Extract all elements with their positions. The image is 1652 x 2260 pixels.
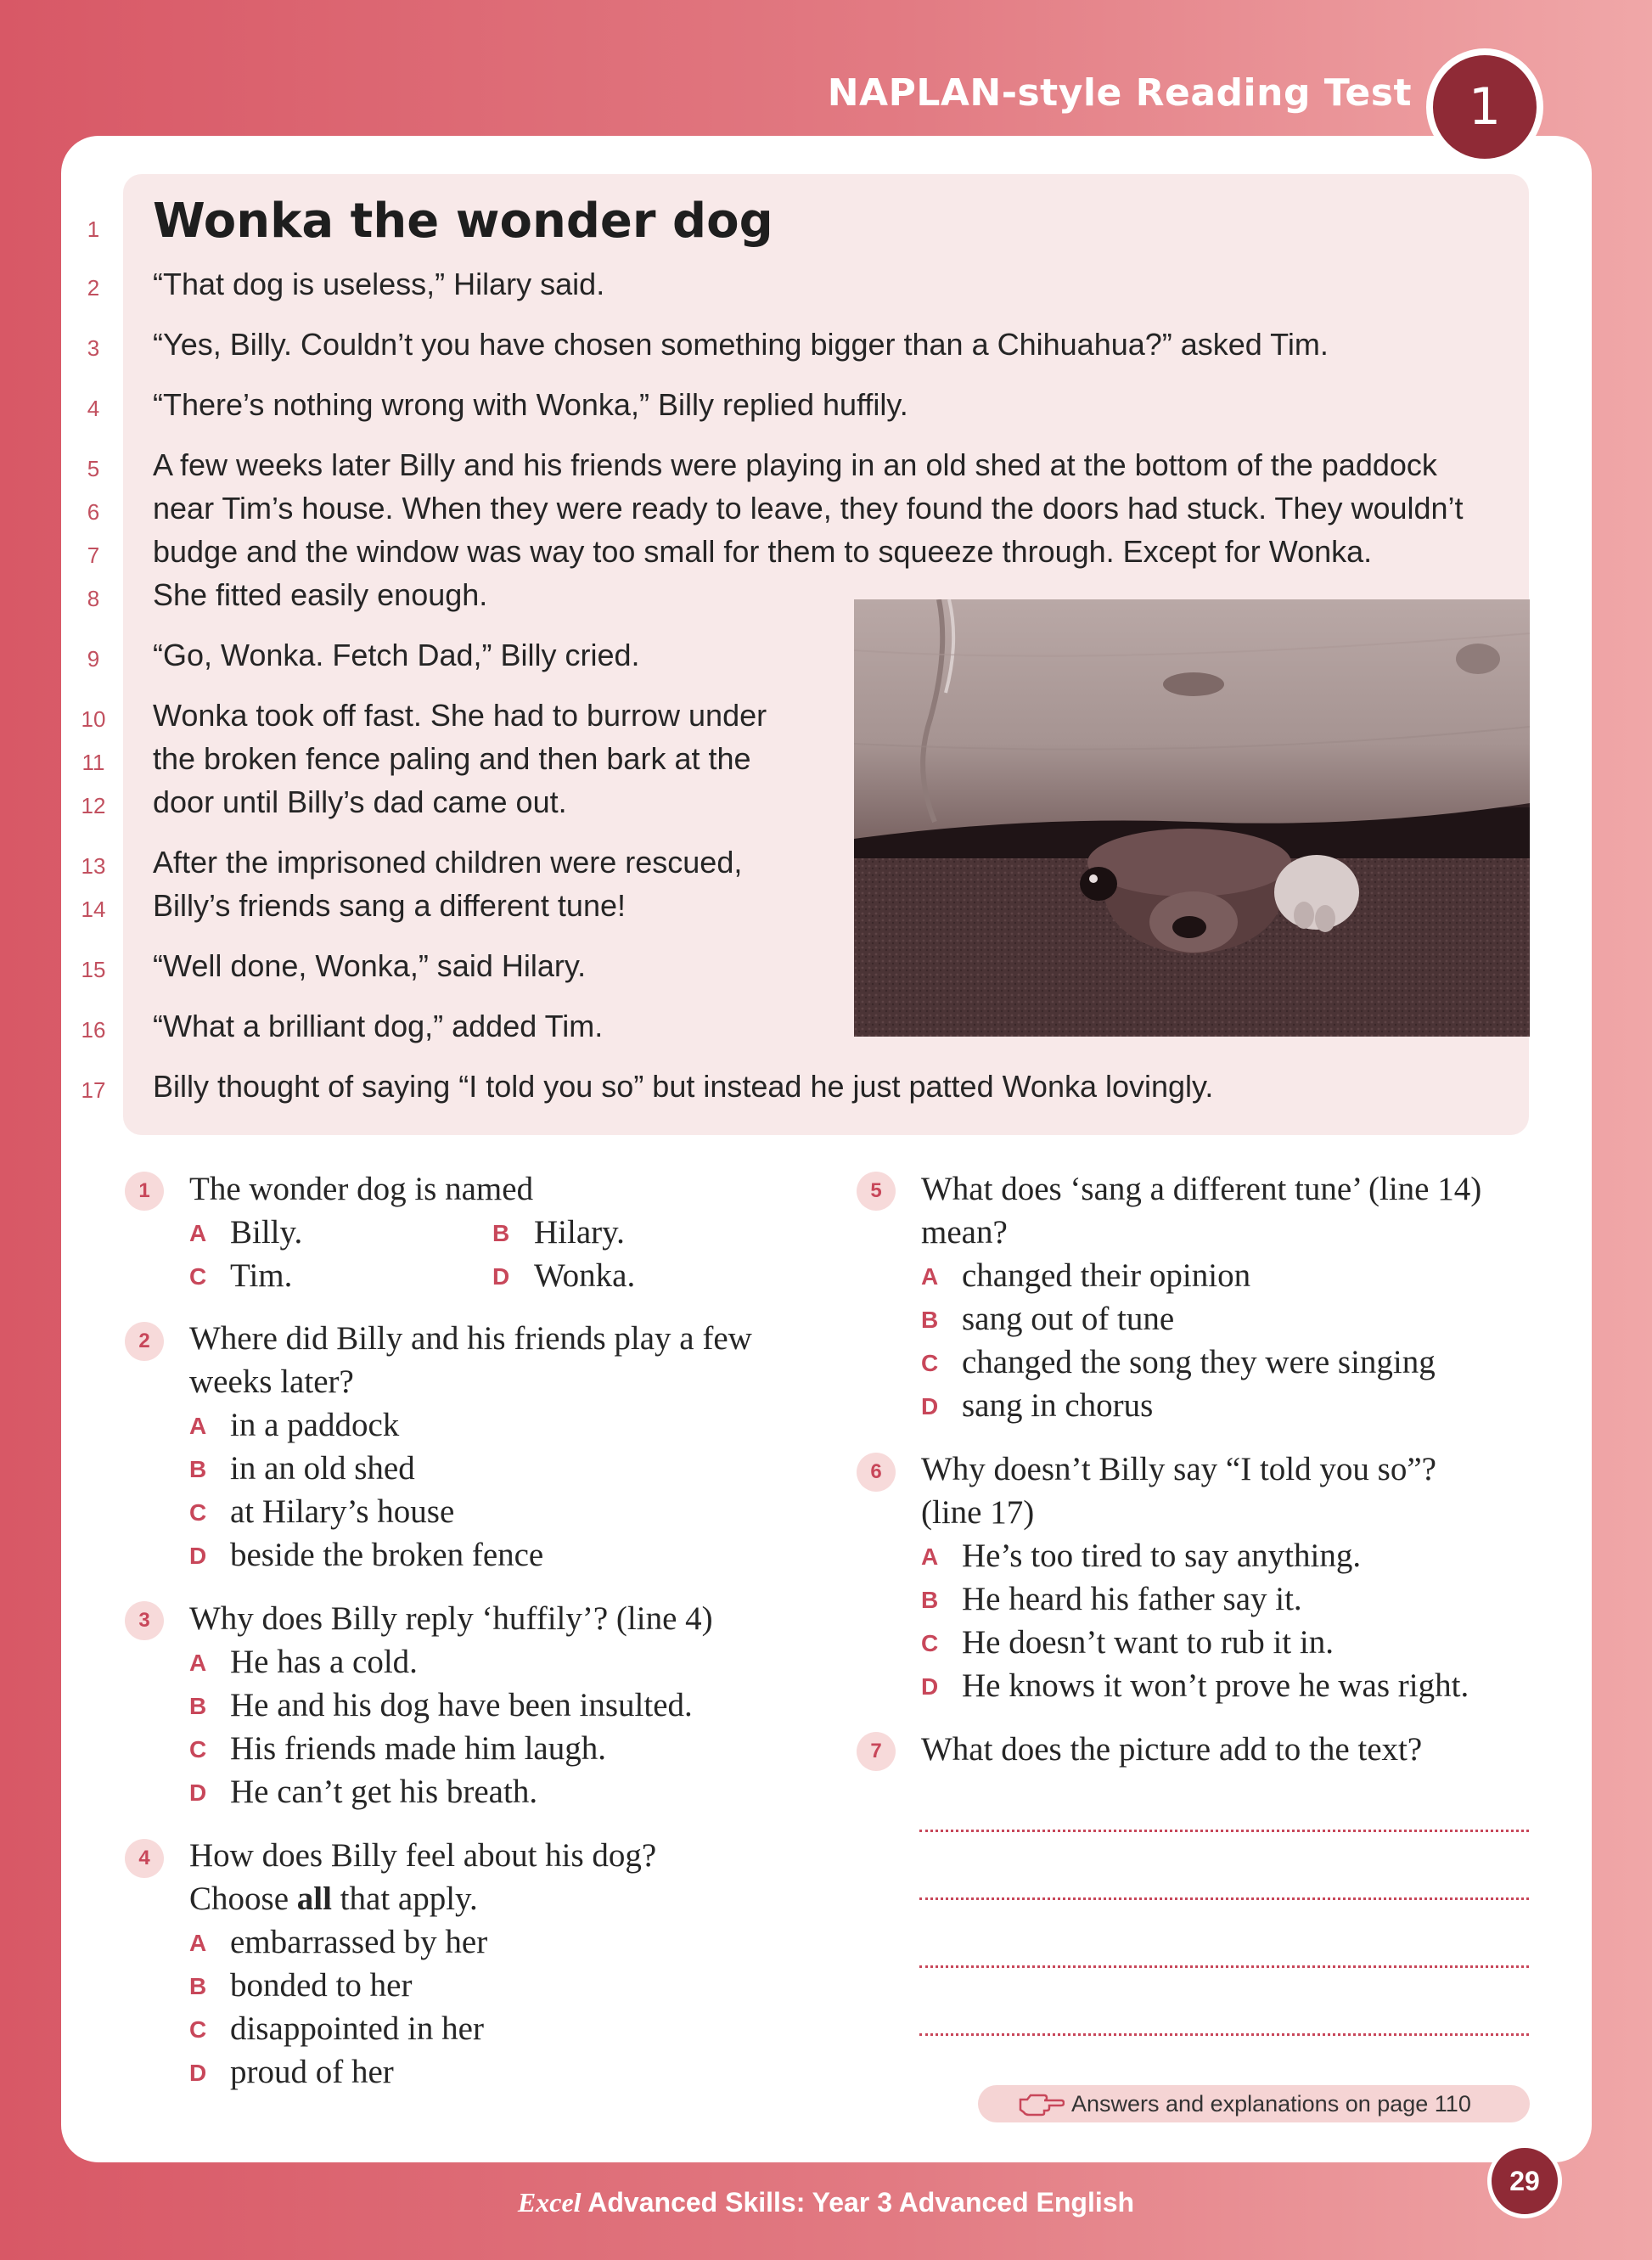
option-letter[interactable]: A	[921, 1543, 939, 1570]
answer-writing-line[interactable]	[919, 1965, 1529, 1968]
line-number: 13	[81, 853, 106, 879]
option-letter[interactable]: D	[189, 2060, 207, 2086]
answer-option[interactable]: Billy.	[230, 1214, 303, 1251]
answer-option[interactable]: changed the song they were singing	[962, 1344, 1436, 1380]
choose-bold: all	[296, 1881, 332, 1917]
option-letter[interactable]: C	[189, 2016, 207, 2043]
answer-option[interactable]: He and his dog have been insulted.	[230, 1687, 693, 1723]
answer-option[interactable]: He knows it won’t prove he was right.	[962, 1667, 1469, 1704]
passage-line: “There’s nothing wrong with Wonka,” Billy replied huffily.	[153, 387, 908, 422]
option-letter[interactable]: C	[189, 1736, 207, 1762]
footer	[0, 2187, 1652, 2218]
line-number: 3	[87, 335, 100, 361]
answer-option[interactable]: sang out of tune	[962, 1301, 1175, 1337]
question-number: 6	[857, 1453, 896, 1492]
choose-pre: Choose	[189, 1881, 297, 1917]
answer-option[interactable]: sang in chorus	[962, 1387, 1154, 1424]
passage-line: near Tim’s house. When they were ready to leave, they found the doors had stuck. They wouldn’t	[153, 491, 1464, 526]
question-text: Where did Billy and his friends play a few	[189, 1320, 752, 1357]
question-text: (line 17)	[921, 1494, 1035, 1531]
line-number: 8	[87, 586, 100, 611]
photo-illustration	[854, 599, 1530, 1037]
option-letter[interactable]: D	[189, 1779, 207, 1806]
option-letter[interactable]: A	[921, 1263, 939, 1290]
answer-option[interactable]: in a paddock	[230, 1407, 400, 1443]
option-letter[interactable]: D	[921, 1393, 939, 1420]
line-number: 15	[81, 957, 106, 982]
line-number: 16	[81, 1017, 106, 1043]
answer-option[interactable]: He can’t get his breath.	[230, 1774, 538, 1810]
question-number: 5	[857, 1172, 896, 1211]
footer-series: Advanced Skills:	[581, 2187, 812, 2218]
passage-line: the broken fence paling and then bark at the	[153, 741, 751, 776]
line-number: 5	[87, 456, 100, 481]
answer-option[interactable]: beside the broken fence	[230, 1537, 544, 1573]
passage-line: She fitted easily enough.	[153, 577, 488, 612]
answer-option[interactable]: He heard his father say it.	[962, 1581, 1302, 1617]
passage-line: “Yes, Billy. Couldn’t you have chosen something bigger than a Chihuahua?” asked Tim.	[153, 327, 1329, 362]
line-number: 11	[81, 750, 105, 775]
question-text: The wonder dog is named	[189, 1171, 534, 1207]
option-letter[interactable]: C	[921, 1350, 939, 1376]
page-number: 29	[1487, 2144, 1562, 2218]
answer-writing-line[interactable]	[919, 1830, 1529, 1832]
option-letter[interactable]: D	[492, 1263, 510, 1290]
dog-under-fence-photo	[854, 599, 1530, 1037]
answer-option[interactable]: changed their opinion	[962, 1257, 1251, 1294]
answer-option[interactable]: embarrassed by her	[230, 1924, 488, 1960]
option-letter[interactable]: A	[189, 1220, 207, 1246]
option-letter[interactable]: C	[921, 1630, 939, 1656]
question-number: 3	[125, 1601, 164, 1640]
question-text: Why doesn’t Billy say “I told you so”?	[921, 1451, 1436, 1487]
option-letter[interactable]: B	[921, 1307, 939, 1333]
line-number: 6	[87, 499, 100, 525]
line-number: 14	[81, 897, 106, 922]
passage-line: After the imprisoned children were rescued,	[153, 845, 743, 880]
test-title: NAPLAN-style Reading Test	[827, 71, 1412, 115]
question-text: Why does Billy reply ‘huffily’? (line 4)	[189, 1600, 713, 1637]
answer-writing-line[interactable]	[919, 2033, 1529, 2036]
answer-option[interactable]: Wonka.	[534, 1257, 636, 1294]
passage-line: Billy thought of saying “I told you so” but instead he just patted Wonka lovingly.	[153, 1069, 1214, 1104]
line-number: 17	[81, 1077, 106, 1103]
question-number: 4	[125, 1839, 164, 1878]
answers-reference	[978, 2085, 1530, 2122]
question-text: What does the picture add to the text?	[921, 1731, 1423, 1768]
option-letter[interactable]: B	[189, 1693, 207, 1719]
option-letter[interactable]: B	[492, 1220, 510, 1246]
answer-option[interactable]: His friends made him laugh.	[230, 1730, 606, 1767]
line-number: 10	[81, 706, 106, 732]
option-letter[interactable]: B	[189, 1973, 207, 1999]
footer-title: Year 3 Advanced English	[812, 2187, 1135, 2218]
passage-line: “What a brilliant dog,” added Tim.	[153, 1009, 604, 1043]
option-letter[interactable]: D	[921, 1673, 939, 1700]
choose-post: that apply.	[331, 1881, 478, 1917]
answer-option[interactable]: proud of her	[230, 2054, 394, 2090]
option-letter[interactable]: B	[189, 1456, 207, 1482]
question-number: 1	[125, 1172, 164, 1211]
line-number: 7	[87, 543, 100, 568]
option-letter[interactable]: C	[189, 1263, 207, 1290]
line-number: 4	[87, 396, 100, 421]
passage-line: “Go, Wonka. Fetch Dad,” Billy cried.	[153, 638, 640, 672]
answer-option[interactable]: He has a cold.	[230, 1644, 418, 1680]
answer-option[interactable]: He’s too tired to say anything.	[962, 1538, 1362, 1574]
story-title: Wonka the wonder dog	[153, 194, 773, 249]
line-number: 2	[87, 275, 100, 301]
answer-option[interactable]: He doesn’t want to rub it in.	[962, 1624, 1334, 1661]
option-letter[interactable]: B	[921, 1587, 939, 1613]
pointing-hand-icon	[1019, 2091, 1065, 2117]
question-instruction	[189, 1880, 478, 1918]
answer-option[interactable]: in an old shed	[230, 1450, 415, 1487]
footer-brand: Excel	[517, 2187, 582, 2218]
question-number: 7	[857, 1732, 896, 1771]
option-letter[interactable]: A	[189, 1930, 207, 1956]
question-number: 2	[125, 1322, 164, 1361]
passage-line: A few weeks later Billy and his friends were playing in an old shed at the bottom of the paddock	[153, 447, 1437, 482]
option-letter[interactable]: C	[189, 1499, 207, 1526]
answer-option[interactable]: at Hilary’s house	[230, 1493, 455, 1530]
answer-option[interactable]: bonded to her	[230, 1967, 413, 2004]
option-letter[interactable]: A	[189, 1650, 207, 1676]
question-text: weeks later?	[189, 1363, 354, 1400]
passage-line: Wonka took off fast. She had to burrow under	[153, 698, 767, 733]
answer-option[interactable]: Tim.	[230, 1257, 293, 1294]
passage-line: budge and the window was way too small for them to squeeze through. Except for Wonka.	[153, 534, 1373, 569]
answer-option[interactable]: disappointed in her	[230, 2010, 484, 2047]
passage-line: “Well done, Wonka,” said Hilary.	[153, 948, 587, 983]
answers-note: Answers and explanations on page 110	[1071, 2090, 1471, 2117]
question-text: How does Billy feel about his dog?	[189, 1837, 657, 1874]
line-number: 9	[87, 646, 100, 672]
question-text: What does ‘sang a different tune’ (line 14)	[921, 1171, 1482, 1207]
line-number: 12	[81, 793, 106, 818]
passage-line: Billy’s friends sang a different tune!	[153, 888, 626, 923]
line-number: 1	[87, 216, 100, 242]
answer-writing-line[interactable]	[919, 1897, 1529, 1900]
passage-line: door until Billy’s dad came out.	[153, 784, 567, 819]
option-letter[interactable]: D	[189, 1543, 207, 1569]
test-number-badge: 1	[1426, 48, 1543, 166]
question-text: mean?	[921, 1214, 1008, 1251]
option-letter[interactable]: A	[189, 1413, 207, 1439]
passage-line: “That dog is useless,” Hilary said.	[153, 267, 605, 301]
answer-option[interactable]: Hilary.	[534, 1214, 625, 1251]
